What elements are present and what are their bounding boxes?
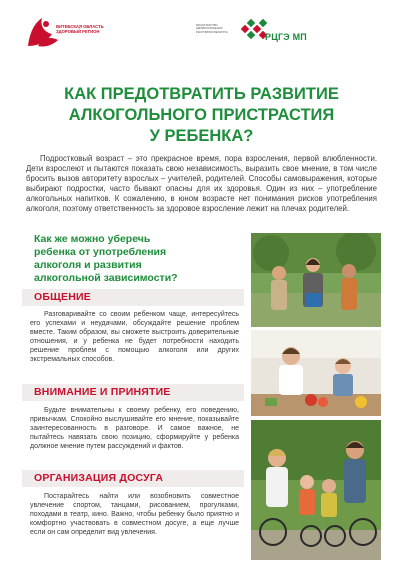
section-text-attention: Будьте внимательны к своему ребенку, его поведению, привычкам. Спокойно выслушивайте его мнение, показывайте заинтересованность в разговоре. И самое важное, не пытайтесь навязать свою позицию, сформируйте у ребенка должное мнение путем рассуждений и фактов. [30, 407, 239, 451]
question-line: алкоголя и развития [34, 259, 142, 271]
section-title: ВНИМАНИЕ И ПРИНЯТИЕ [34, 386, 171, 398]
page-title [20, 84, 383, 147]
question-heading [34, 233, 234, 285]
section-text-communication: Разговаривайте со своим ребенком чаще, интересуйтесь его успехами и неудачами, обсуждайте решение проблем вместе. Таким образом, вы сможете выстроить доверительные отношения, и у ребенка не будет потребности находить решение проблем с помощью алкоголя или других экстремальных способов. [30, 311, 239, 364]
question-line: Как же можно уберечь [34, 233, 151, 245]
photo-teens-outdoors [251, 233, 381, 327]
section-bar-communication [22, 289, 244, 306]
title-line: У РЕБЕНКА? [149, 127, 254, 145]
title-line: АЛКОГОЛЬНОГО ПРИСТРАСТИЯ [68, 106, 335, 124]
section-bar-leisure [22, 470, 244, 487]
section-bar-attention [22, 384, 244, 401]
title-line: КАК ПРЕДОТВРАТИТЬ РАЗВИТИЕ [64, 85, 339, 103]
photo-family-kitchen [251, 330, 381, 416]
photo-family-cycling [251, 420, 381, 560]
section-title: ОРГАНИЗАЦИЯ ДОСУГА [34, 472, 164, 484]
ministry-logo-caption: МИНИСТЕРСТВО ЗДРАВООХРАНЕНИЯ РЕСПУБЛИКИ БЕЛАРУСЬ [196, 24, 228, 34]
section-title: ОБЩЕНИЕ [34, 291, 91, 303]
question-line: алкогольной зависимости? [34, 272, 178, 284]
header [0, 0, 403, 62]
section-text-leisure: Постарайтесь найти или возобновить совместное увлечение спортом, танцами, рисованием, прогулками, походами в театр, кино. Важно, чтобы ребенку было приятно и комфортно участвовать в совместном досуге, а еще лучше если он сам определит вид увлечения. [30, 493, 239, 537]
intro-paragraph: Подростковый возраст – это прекрасное время, пора взросления, первой влюбленности. Дети взрослеют и пытаются показать свою независимость, выразить свое мнение, в том числе бросить вызов авторитету взрослых – учителей, родителей. Способы самовыражения, которые выбирают подростки, часто бывают опасны для их здоровья. Один из них – употребление алкогольных напитков. К сожалению, в юном возрасте нет понимания рисков употребления алкоголя, поэтому ответственность за здоровое взросление лежит на плечах родителей. [26, 154, 377, 214]
question-line: ребенка от употребления [34, 246, 167, 258]
region-logo-caption: ВИТЕБСКАЯ ОБЛАСТЬ ЗДОРОВЫЙ РЕГИОН [56, 24, 104, 34]
ministry-logo-name: РЦГЭ МП [265, 32, 307, 42]
